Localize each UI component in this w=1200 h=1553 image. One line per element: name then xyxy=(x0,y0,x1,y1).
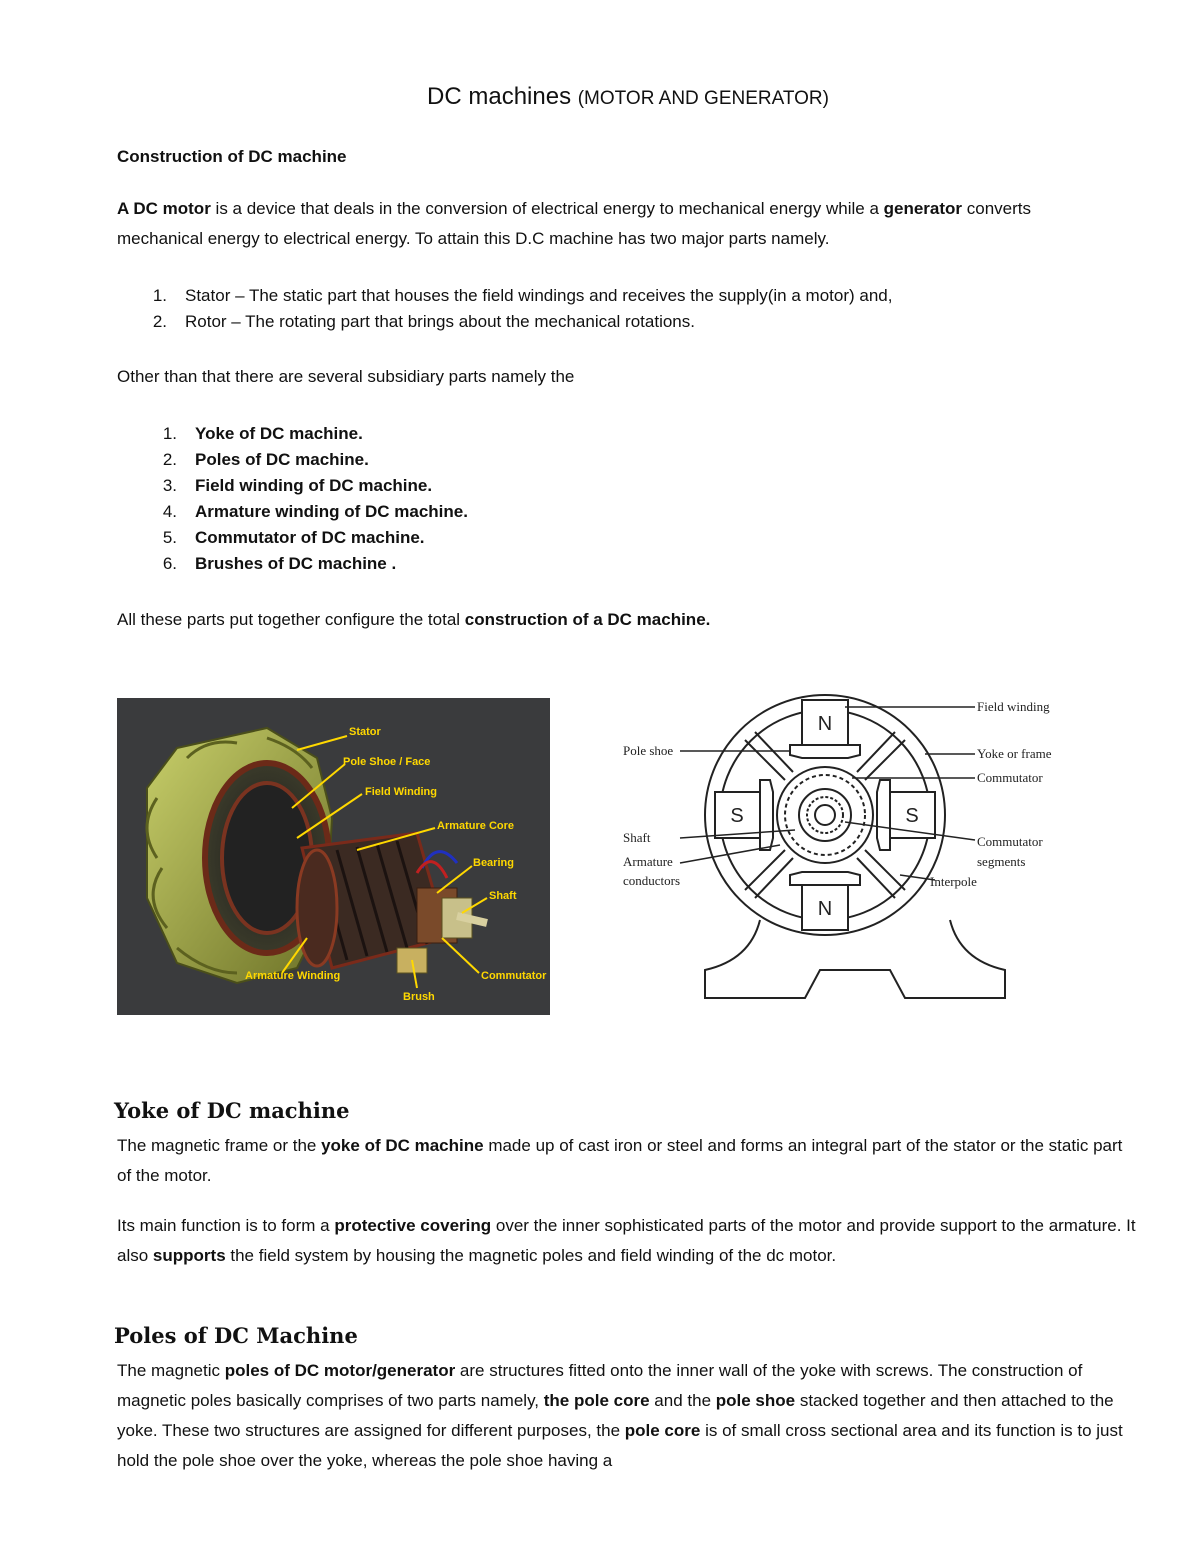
intro-text-1: is a device that deals in the conversion of electrical energy to mechanical energy while a xyxy=(210,199,884,218)
label-commutator: Commutator xyxy=(977,770,1043,785)
label-shaft: Shaft xyxy=(623,830,651,845)
label-commutator-segments-line2: segments xyxy=(977,854,1026,869)
label-armature-winding: Armature Winding xyxy=(245,970,341,982)
pole-label-north-top: N xyxy=(817,713,833,735)
list-item: 5. Commutator of DC machine. xyxy=(162,528,425,547)
poles-heading: Poles of DC Machine xyxy=(114,1323,358,1348)
dc-machine-cross-section-diagram xyxy=(590,670,1090,1015)
subsidiary-intro: Other than that there are several subsidiary parts namely the xyxy=(117,367,575,386)
title-main: DC machines xyxy=(427,83,572,110)
label-shaft: Shaft xyxy=(489,890,517,902)
list-item: 6. Brushes of DC machine . xyxy=(162,554,397,573)
label-pole-shoe: Pole shoe xyxy=(623,743,674,758)
page-title xyxy=(0,83,1200,111)
major-parts-list xyxy=(152,283,1135,335)
intro-text-2: converts mechanical energy to electrical energy. To attain this D.C machine has two major parts namely. xyxy=(117,199,1032,248)
dc-machine-3d-illustration xyxy=(117,698,550,1015)
summary-paragraph: All these parts put together configure the total construction of a DC machine. xyxy=(117,610,711,629)
yoke-paragraph-2: Its main function is to form a protective covering over the inner sophisticated parts of the motor and provide support to the armature. It also supports the field system by housing the magnetic poles and field winding of the dc motor. xyxy=(117,1216,1136,1265)
dc-machine-3d-drawing xyxy=(117,698,550,1015)
list-item: 1. Yoke of DC machine. xyxy=(162,424,363,443)
label-commutator: Commutator xyxy=(481,970,547,982)
title-sub: (MOTOR AND GENERATOR) xyxy=(577,88,829,109)
subsidiary-parts-list xyxy=(162,421,895,577)
label-armature-line1: Armature xyxy=(623,854,673,869)
label-brush: Brush xyxy=(403,991,435,1003)
list-item: 2. Rotor – The rotating part that brings about the mechanical rotations. xyxy=(152,312,695,331)
construction-heading: Construction of DC machine xyxy=(117,147,347,166)
list-item: 1. Stator – The static part that houses the field windings and receives the supply(in a motor) and, xyxy=(152,286,893,305)
label-armature-core: Armature Core xyxy=(437,820,515,832)
intro-bold-generator: generator xyxy=(883,199,963,218)
intro-paragraph xyxy=(117,194,1117,254)
pole-label-south-left: S xyxy=(730,805,744,827)
yoke-heading: Yoke of DC machine xyxy=(114,1098,350,1123)
pole-label-north-bottom: N xyxy=(817,898,833,920)
label-armature-line2: conductors xyxy=(623,873,681,888)
list-item: 2. Poles of DC machine. xyxy=(162,450,369,469)
pole-label-south-right: S xyxy=(905,805,919,827)
label-field-winding: Field Winding xyxy=(365,786,437,798)
label-interpole: Interpole xyxy=(930,874,977,889)
armature-body xyxy=(297,833,487,973)
poles-paragraph: The magnetic poles of DC motor/generator are structures fitted onto the inner wall of the yoke with screws. The construction of magnetic poles basically comprises of two parts namely, the pole core and the pole shoe stacked together and then attached to the yoke. These two structures are assigned for different purposes, the pole core is of small cross sectional area and its function is to just hold the pole shoe over the yoke, whereas the pole shoe having a xyxy=(117,1361,1123,1470)
list-item: 4. Armature winding of DC machine. xyxy=(162,502,468,521)
label-pole-shoe: Pole Shoe / Face xyxy=(343,756,431,768)
label-bearing: Bearing xyxy=(473,857,514,869)
summary-bold: construction of a DC machine. xyxy=(464,610,711,629)
cross-section-drawing xyxy=(590,670,1090,1015)
label-commutator-segments-line1: Commutator xyxy=(977,834,1043,849)
intro-bold-dc-motor: A DC motor xyxy=(117,199,211,218)
label-yoke: Yoke or frame xyxy=(977,746,1052,761)
list-item: 3. Field winding of DC machine. xyxy=(162,476,433,495)
label-field-winding: Field winding xyxy=(977,699,1050,714)
label-stator: Stator xyxy=(349,726,381,738)
yoke-paragraph-1: The magnetic frame or the yoke of DC machine made up of cast iron or steel and forms an integral part of the stator or the static part of the motor. xyxy=(117,1136,1123,1185)
